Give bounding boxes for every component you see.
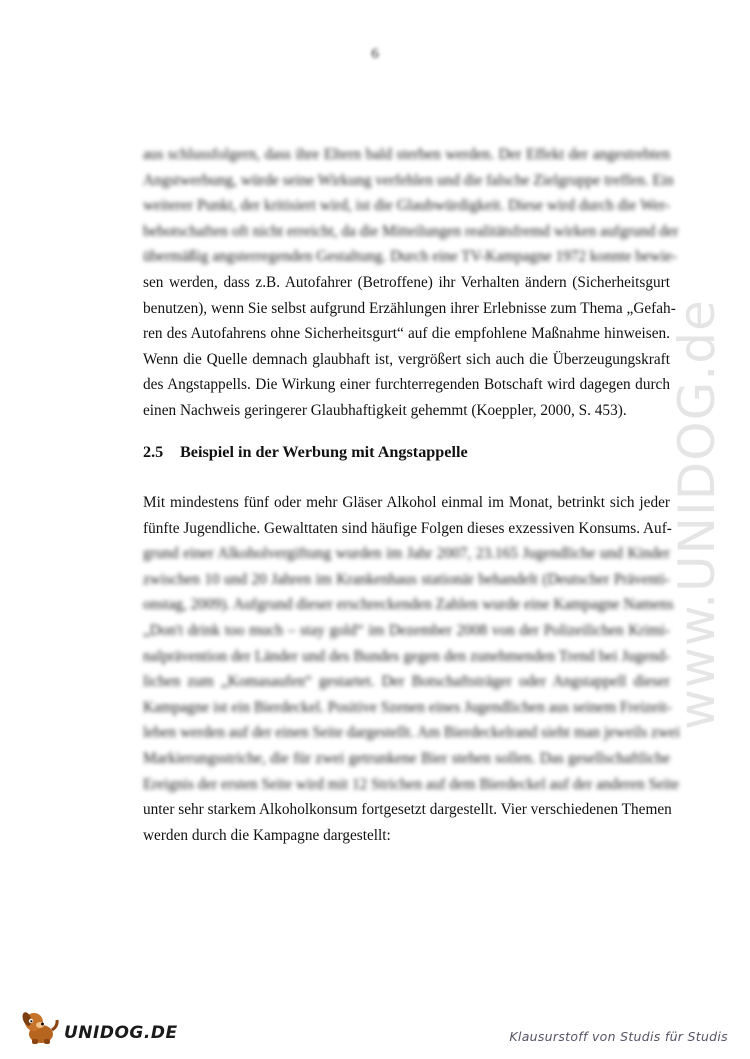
section-number: 2.5 <box>143 443 164 461</box>
watermark: www.UNIDOG.de <box>668 299 726 730</box>
text-line: ren des Autofahrens ohne Sicherheitsgurt“ auf die empfohlene Maßnahme hinweisen. <box>143 325 670 343</box>
blurred-text-line: Angstwerbung, würde seine Wirkung verfehlen und die falsche Zielgruppe treffen. Ein <box>143 171 674 189</box>
blurred-text-line: Ereignis der ersten Seite wird mit 12 Strichen auf dem Bierdeckel auf der anderen Seite <box>143 775 680 793</box>
blurred-text-line: Markierungsstriche, die für zwei getrunkene Bier stehen sollen. Das gesellschaftliche <box>143 749 670 767</box>
blurred-text-line: bebotschaften oft nicht erreicht, da die Mitteilungen realitätsfremd wirken aufgrund der <box>143 222 679 240</box>
paragraph-beispiel-kampagne <box>143 490 681 848</box>
blurred-text-line: leben werden auf der einen Seite dargestellt. Am Bierdeckelrand sieht man jeweils zwei <box>143 724 681 742</box>
blurred-text-line: Kampagne ist ein Bierdeckel. Positive Szenen eines Jugendlichen aus seinem Freizeit- <box>143 698 672 716</box>
text-line: des Angstappells. Die Wirkung einer furchterregenden Botschaft wird dagegen durch <box>143 376 670 394</box>
paragraph-angstwerbung-glaubwuerdigkeit <box>143 142 679 424</box>
blurred-text-line: zwischen 10 und 20 Jahren im Krankenhaus stationär behandelt (Deutscher Präventi- <box>143 570 670 588</box>
text-line: benutzen), wenn Sie selbst aufgrund Erzählungen ihrer Erlebnisse zum Thema „Gefah- <box>143 299 676 317</box>
blurred-text-line: nalprävention der Länder und des Bundes gegen den zunehmenden Trend bei Jugend- <box>143 647 670 665</box>
text-line: werden durch die Kampagne dargestellt: <box>143 826 391 844</box>
footer-slogan: Klausurstoff von Studis für Studis <box>509 1029 728 1044</box>
text-line: einen Nachweis geringerer Glaubhaftigkeit gehemmt (Koeppler, 2000, S. 453). <box>143 401 627 419</box>
text-line: unter sehr starkem Alkoholkonsum fortgesetzt dargestellt. Vier verschiedenen Themen <box>143 801 672 819</box>
blurred-text-line: lichen zum „Komasaufen“ gestartet. Der Botschaftsträger oder Angstappell dieser <box>143 673 670 691</box>
blurred-text-line: weiterer Punkt, der kritisiert wird, ist die Glaubwürdigkeit. Diese wird durch die Wer- <box>143 197 670 215</box>
dog-mascot-icon <box>20 1008 60 1046</box>
text-line: Wenn die Quelle demnach glaubhaft ist, vergrößert sich auch die Überzeugungskraft <box>143 350 670 368</box>
blurred-text-line: übermäßig angsterregenden Gestaltung. Durch eine TV-Kampagne 1972 konnte bewie- <box>143 248 677 266</box>
blurred-text-line: aus schlussfolgern, dass ihre Eltern bald sterben werden. Der Effekt der angestrebten <box>143 146 670 163</box>
text-line: sen werden, dass z.B. Autofahrer (Betroffene) ihr Verhalten ändern (Sicherheitsgurt <box>143 273 670 291</box>
text-line: fünfte Jugendliche. Gewalttaten sind häufige Folgen dieses exzessiven Konsums. Auf- <box>143 519 672 537</box>
unidog-logo <box>14 1006 178 1046</box>
section-heading <box>143 443 468 462</box>
blurred-text-line: „Don't drink too much – stay gold“ im Dezember 2008 von der Polizeilichen Krimi- <box>143 621 670 639</box>
blurred-text-line: onstag, 2009). Aufgrund dieser erschreckenden Zahlen wurde eine Kampagne Namens <box>143 596 674 614</box>
text-line: Mit mindestens fünf oder mehr Gläser Alkohol einmal im Monat, betrinkt sich jeder <box>143 494 670 511</box>
page-number: 6 <box>371 46 379 62</box>
blurred-text-line: grund einer Alkoholvergiftung wurden im Jahr 2007, 23.165 Jugendliche und Kinder <box>143 545 670 563</box>
section-title: Beispiel in der Werbung mit Angstappelle <box>180 443 468 461</box>
logo-text: UNIDOG.DE <box>64 1023 178 1043</box>
